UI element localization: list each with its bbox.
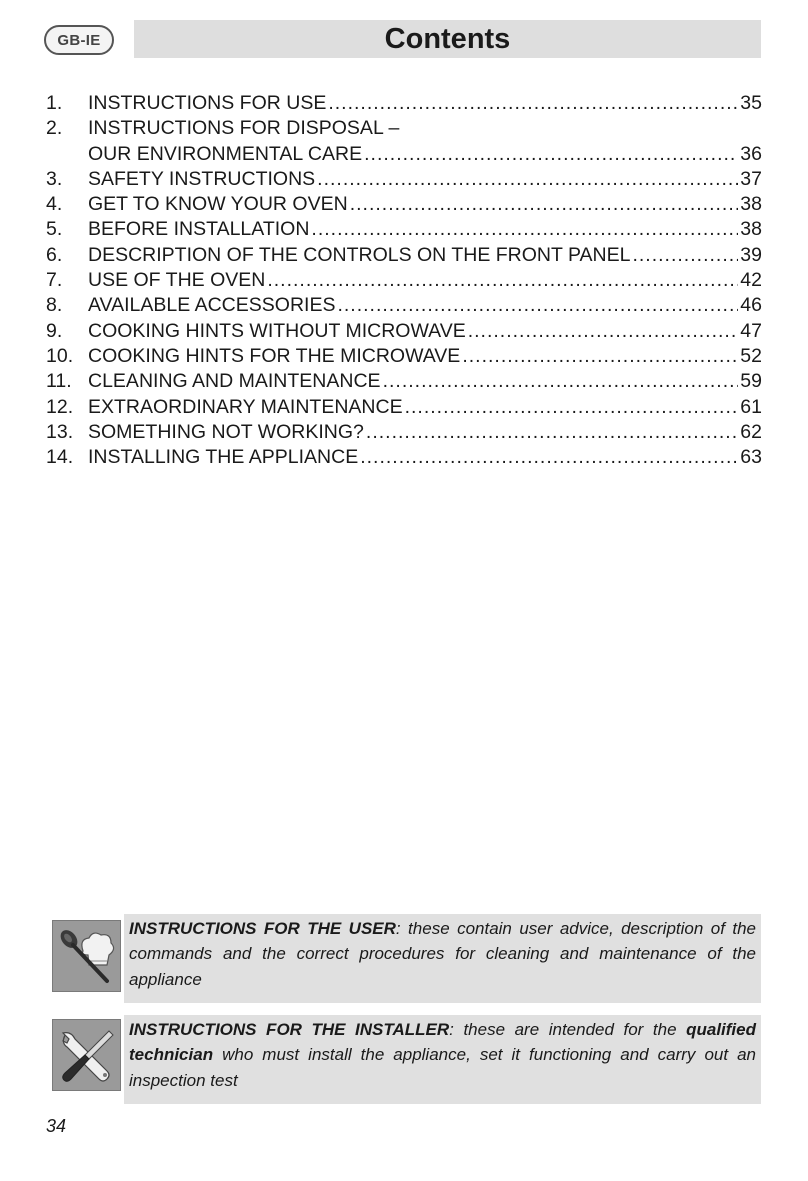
user-instructions-text xyxy=(124,914,761,1003)
toc-title: INSTRUCTIONS FOR USE xyxy=(88,92,327,114)
toc-title: INSTRUCTIONS FOR DISPOSAL – xyxy=(88,117,400,140)
installer-instructions-body-end: who must install the appliance, set it functioning and carry out an inspection test xyxy=(129,1045,756,1090)
toc-number: 2. xyxy=(46,117,63,140)
toc-page-number: 52 xyxy=(740,344,762,367)
chef-spoon-icon xyxy=(52,920,121,992)
toc-page-number: 39 xyxy=(740,243,762,266)
toc-title: OUR ENVIRONMENTAL CARE xyxy=(88,142,363,165)
toc-number: 1. xyxy=(46,92,63,114)
toc-page-number: 59 xyxy=(740,370,762,393)
toc-title: USE OF THE OVEN xyxy=(88,269,266,292)
toc-entry[interactable] xyxy=(46,193,762,218)
installer-emphasis: qualified technician xyxy=(129,1020,756,1065)
user-instructions-body: : these contain user advice, description of the commands and the correct procedures for cleaning and maintenance of the appliance xyxy=(129,919,756,989)
toc-page-number: 38 xyxy=(740,218,762,241)
title-bar xyxy=(134,20,761,58)
user-instructions-heading: INSTRUCTIONS FOR THE USER xyxy=(129,919,396,938)
toc-page-number: 63 xyxy=(740,446,762,469)
toc-entry[interactable] xyxy=(46,244,762,269)
toc-number: 4. xyxy=(46,193,63,216)
toc-title: COOKING HINTS WITHOUT MICROWAVE xyxy=(88,319,466,342)
toc-leader-dots xyxy=(383,370,738,393)
toc-page-number: 38 xyxy=(740,193,762,216)
toc-leader-dots xyxy=(311,218,738,241)
toc-entry[interactable] xyxy=(46,320,762,345)
toc-title: CLEANING AND MAINTENANCE xyxy=(88,370,381,393)
toc-entry[interactable] xyxy=(46,269,762,294)
installer-instructions-body-start: : these are intended for the xyxy=(449,1020,687,1039)
toc-entry[interactable] xyxy=(46,396,762,421)
installer-instructions-heading: INSTRUCTIONS FOR THE INSTALLER xyxy=(129,1020,450,1039)
toc-page-number: 62 xyxy=(740,420,762,443)
toc-title: DESCRIPTION OF THE CONTROLS ON THE FRONT PANEL xyxy=(88,243,631,266)
toc-title: BEFORE INSTALLATION xyxy=(88,218,310,241)
wrench-screwdriver-icon xyxy=(52,1019,121,1091)
toc-title: GET TO KNOW YOUR OVEN xyxy=(88,193,348,216)
toc-number: 6. xyxy=(46,243,63,266)
toc-entry[interactable] xyxy=(46,218,762,243)
toc-title: COOKING HINTS FOR THE MICROWAVE xyxy=(88,344,461,367)
page-title: Contents xyxy=(384,22,511,55)
toc-title: SAFETY INSTRUCTIONS xyxy=(88,167,316,190)
toc-leader-dots xyxy=(328,92,738,115)
toc-leader-dots xyxy=(405,396,738,419)
toc-number: 13. xyxy=(46,420,74,443)
toc-title: EXTRAORDINARY MAINTENANCE xyxy=(88,395,403,418)
toc-number: 3. xyxy=(46,167,63,190)
toc-leader-dots xyxy=(267,269,738,292)
page-number: 34 xyxy=(46,1116,67,1136)
toc-entry[interactable] xyxy=(46,294,762,319)
toc-entry[interactable] xyxy=(46,92,762,117)
toc-title: SOMETHING NOT WORKING? xyxy=(88,420,364,443)
toc-leader-dots xyxy=(317,168,738,191)
toc-number: 7. xyxy=(46,269,63,292)
toc-page-number: 42 xyxy=(740,269,762,292)
toc-leader-dots xyxy=(350,193,738,216)
installer-instructions-text xyxy=(124,1015,761,1104)
toc-number: 5. xyxy=(46,218,63,241)
toc-page-number: 36 xyxy=(740,142,762,165)
toc-entry[interactable] xyxy=(46,421,762,446)
toc-number: 9. xyxy=(46,319,63,342)
toc-page-number: 37 xyxy=(740,167,762,190)
toc-entry[interactable] xyxy=(46,117,762,168)
toc-number: 10. xyxy=(46,344,74,367)
toc-number: 12. xyxy=(46,395,74,418)
toc-number: 14. xyxy=(46,446,74,469)
toc-leader-dots xyxy=(632,244,738,267)
toc-page-number: 35 xyxy=(740,92,762,114)
toc-number: 8. xyxy=(46,294,63,317)
toc-leader-dots xyxy=(462,345,738,368)
table-of-contents xyxy=(46,92,762,471)
toc-leader-dots xyxy=(337,294,738,317)
toc-title: INSTALLING THE APPLIANCE xyxy=(88,446,359,469)
toc-entry[interactable] xyxy=(46,446,762,471)
toc-title: AVAILABLE ACCESSORIES xyxy=(88,294,336,317)
toc-entry[interactable] xyxy=(46,345,762,370)
toc-leader-dots xyxy=(366,421,738,444)
toc-leader-dots xyxy=(468,320,738,343)
toc-page-number: 47 xyxy=(740,319,762,342)
toc-leader-dots xyxy=(360,446,738,469)
toc-entry[interactable] xyxy=(46,168,762,193)
toc-leader-dots xyxy=(364,143,738,166)
toc-page-number: 61 xyxy=(740,395,762,418)
toc-number: 11. xyxy=(46,370,72,393)
toc-entry[interactable] xyxy=(46,370,762,395)
toc-page-number: 46 xyxy=(740,294,762,317)
region-badge: GB-IE xyxy=(44,25,114,55)
